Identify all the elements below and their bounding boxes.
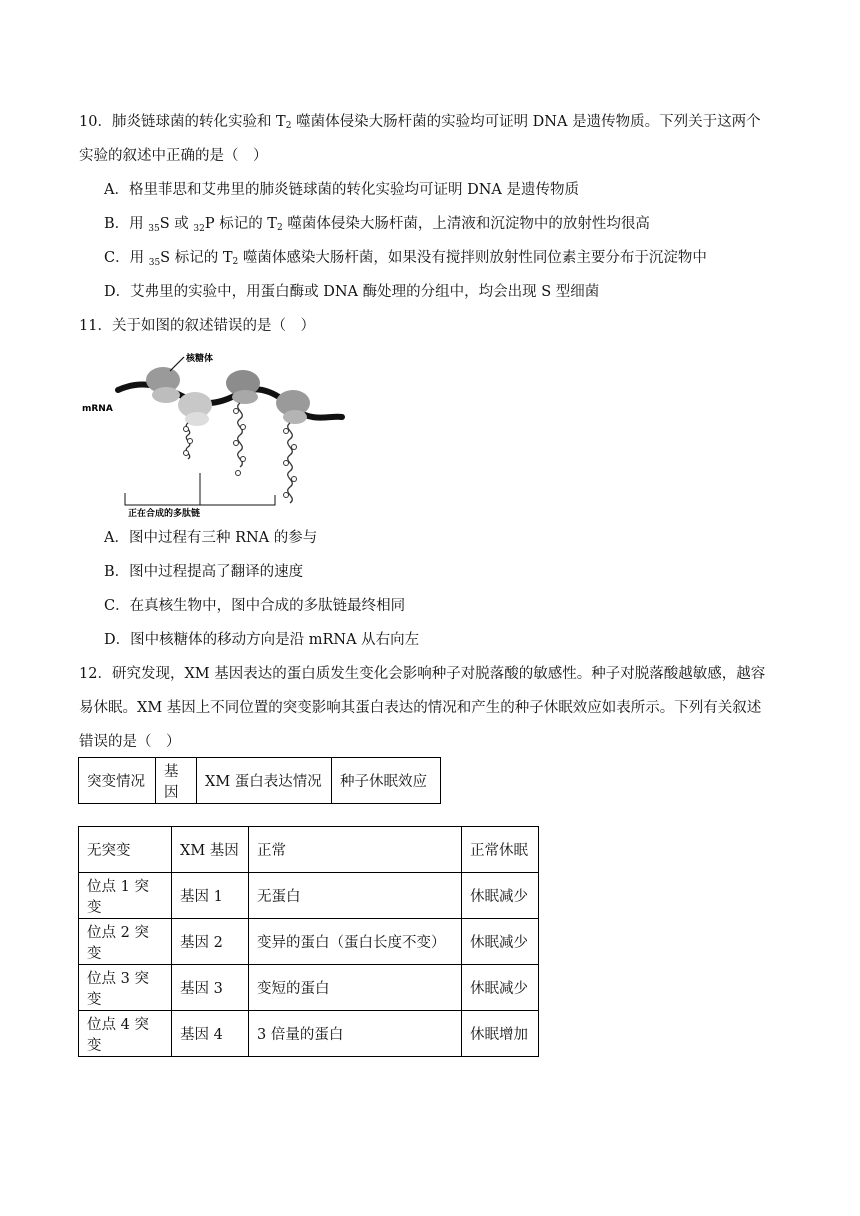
q11-option-d[interactable]: D．图中核糖体的移动方向是沿 mRNA 从右向左 [104, 632, 420, 648]
table-cell: 位点 3 突变 [79, 965, 172, 1011]
table-cell: 位点 4 突变 [79, 1011, 172, 1057]
table-cell: 无蛋白 [249, 873, 462, 919]
table-cell: 无突变 [79, 827, 172, 873]
table-cell: 休眠增加 [462, 1011, 539, 1057]
table-cell: 休眠减少 [462, 919, 539, 965]
q10-option-b-text: 噬菌体侵染大肠杆菌，上清液和沉淀物中的放射性均很高 [282, 216, 650, 232]
q10-option-c-text: S 标记的 T [160, 250, 233, 266]
table-header-row [79, 758, 441, 804]
q10-option-d[interactable]: D．艾弗里的实验中，用蛋白酶或 DNA 酶处理的分组中，均会出现 S 型细菌 [104, 284, 600, 300]
q10-option-c[interactable] [104, 248, 707, 273]
q10-stem-subscript: 2 [285, 121, 292, 131]
q10-option-b-text: P 标记的 T [204, 216, 277, 232]
q10-option-c-text: C．用 [104, 250, 149, 266]
table-cell: 休眠减少 [462, 965, 539, 1011]
q10-option-a[interactable]: A．格里菲思和艾弗里的肺炎链球菌的转化实验均可证明 DNA 是遗传物质 [104, 182, 579, 198]
q11-option-c[interactable]: C．在真核生物中，图中合成的多肽链最终相同 [104, 598, 406, 614]
header-cell: 基因 [156, 758, 197, 804]
table-cell: 位点 1 突变 [79, 873, 172, 919]
table-cell: 正常休眠 [462, 827, 539, 873]
translation-diagram [80, 345, 350, 520]
q10-stem-text-a: 10．肺炎链球菌的转化实验和 T [79, 114, 286, 130]
table-cell: 休眠减少 [462, 873, 539, 919]
header-cell: 突变情况 [79, 758, 156, 804]
ribosome-label: 核糖体 [186, 354, 214, 364]
table-cell: 基因 4 [172, 1011, 249, 1057]
ribosome-2 [178, 392, 212, 426]
isotope-mass-number: 35 [148, 258, 161, 268]
q12-header-table [78, 757, 441, 804]
table-cell: 3 倍量的蛋白 [249, 1011, 462, 1057]
mrna-label: mRNA [82, 404, 113, 414]
q11-stem: 11．关于如图的叙述错误的是（ ） [79, 318, 315, 334]
table-row [79, 919, 539, 965]
table-cell: 正常 [249, 827, 462, 873]
header-cell: 种子休眠效应 [332, 758, 441, 804]
q12-stem-line1: 12．研究发现，XM 基因表达的蛋白质发生变化会影响种子对脱落酸的敏感性。种子对脱落酸越敏感，越容 [79, 666, 766, 682]
q12-data-table [78, 826, 539, 1057]
q12-stem-line3: 错误的是（ ） [79, 734, 181, 750]
q10-option-b-text: B．用 [104, 216, 149, 232]
table-cell: 变异的蛋白（蛋白长度不变） [249, 919, 462, 965]
q10-option-b-text: S 或 [159, 216, 194, 232]
table-cell: 变短的蛋白 [249, 965, 462, 1011]
ribosome-label-pointer [170, 357, 184, 371]
table-cell: XM 基因 [172, 827, 249, 873]
table-cell: 位点 2 突变 [79, 919, 172, 965]
q12-stem-line2: 易休眠。XM 基因上不同位置的突变影响其蛋白表达的情况和产生的种子休眠效应如表所示。下列有关叙述 [79, 700, 762, 716]
table-row [79, 965, 539, 1011]
q10-stem-text-b: 噬菌体侵染大肠杆菌的实验均可证明 DNA 是遗传物质。下列关于这两个 [291, 114, 761, 130]
table-row [79, 873, 539, 919]
polypeptide-label: 正在合成的多肽链 [128, 509, 201, 519]
q10-option-b[interactable] [104, 214, 650, 239]
table-row [79, 1011, 539, 1057]
header-cell: XM 蛋白表达情况 [197, 758, 332, 804]
q10-option-c-text: 噬菌体感染大肠杆菌，如果没有搅拌则放射性同位素主要分布于沉淀物中 [238, 250, 707, 266]
table-row [79, 827, 539, 873]
isotope-mass-number: 35 [148, 224, 160, 234]
q10-stem-line2: 实验的叙述中正确的是（ ） [79, 148, 268, 164]
q11-option-a[interactable]: A．图中过程有三种 RNA 的参与 [104, 530, 318, 546]
q10-stem-line1 [79, 112, 761, 136]
q11-option-b[interactable]: B．图中过程提高了翻译的速度 [104, 564, 304, 580]
q10-option-b-subscript: 2 [276, 223, 283, 233]
table-cell: 基因 2 [172, 919, 249, 965]
isotope-mass-number: 32 [193, 224, 205, 234]
q10-option-c-subscript: 2 [232, 257, 239, 267]
table-cell: 基因 1 [172, 873, 249, 919]
ribosome-1 [146, 367, 180, 403]
table-cell: 基因 3 [172, 965, 249, 1011]
ribosome-4 [276, 390, 310, 424]
